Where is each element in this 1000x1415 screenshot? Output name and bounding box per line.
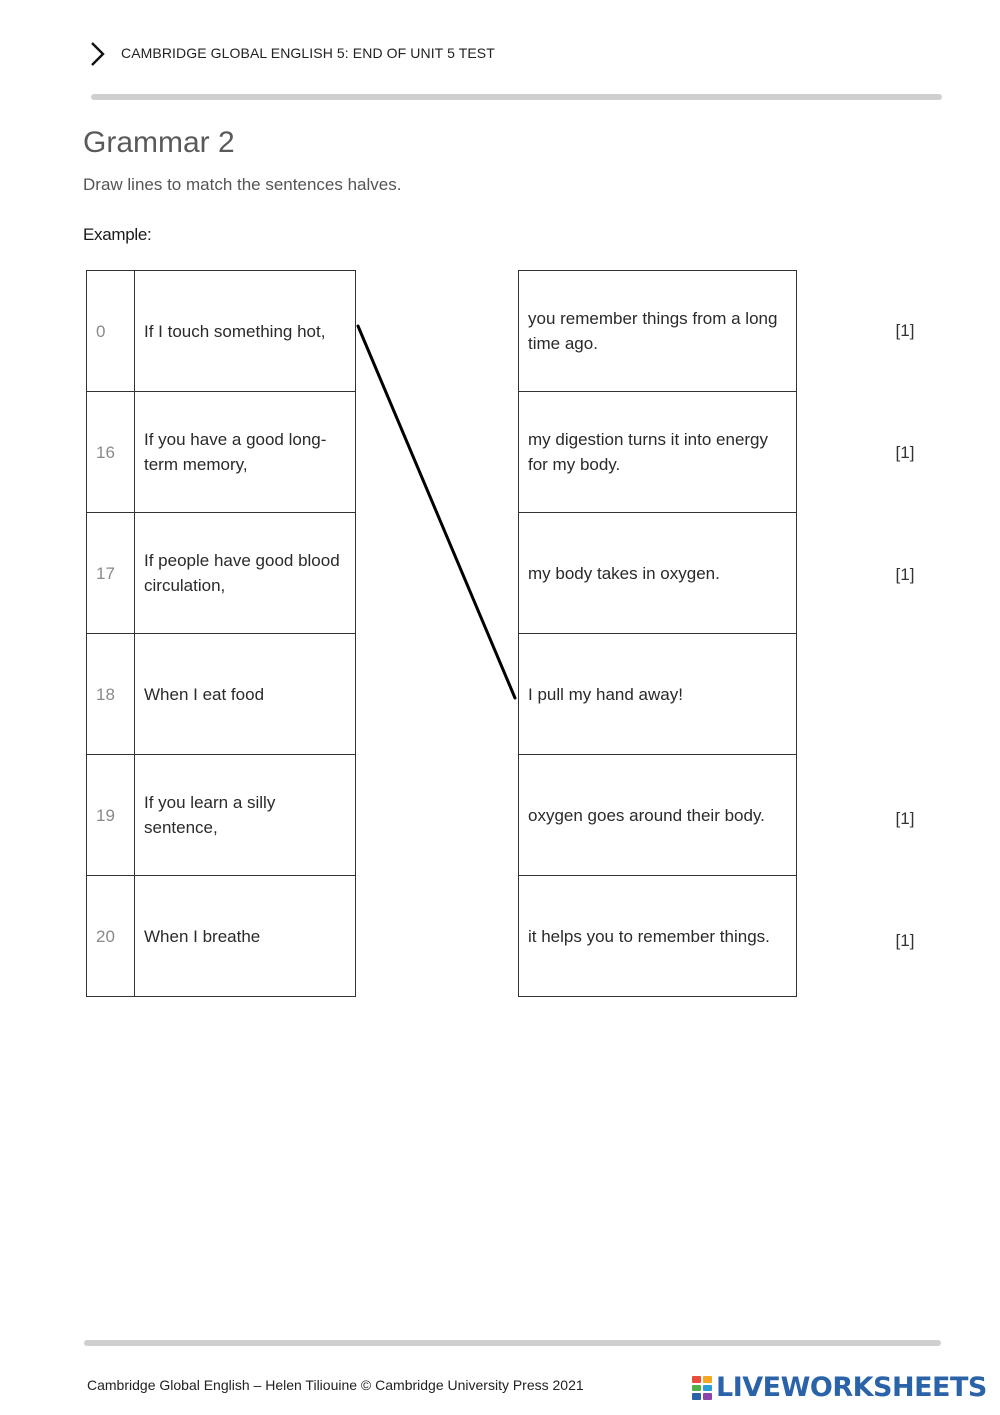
right-row[interactable] bbox=[519, 755, 797, 876]
sentence-first-half[interactable]: If you learn a silly sentence, bbox=[135, 755, 356, 876]
left-row[interactable] bbox=[87, 876, 356, 997]
left-row[interactable] bbox=[87, 271, 356, 392]
left-row[interactable] bbox=[87, 392, 356, 513]
sentence-second-half[interactable]: my digestion turns it into energy for my body. bbox=[519, 392, 797, 513]
item-number: 0 bbox=[87, 271, 135, 392]
sentence-first-half[interactable]: When I breathe bbox=[135, 876, 356, 997]
sentence-second-half[interactable]: you remember things from a long time ago. bbox=[519, 271, 797, 392]
mark-label: [1] bbox=[895, 321, 915, 340]
mark-label: [1] bbox=[895, 443, 915, 462]
sentence-first-half[interactable]: If I touch something hot, bbox=[135, 271, 356, 392]
footer-credit: Cambridge Global English – Helen Tiliouine © Cambridge University Press 2021 bbox=[87, 1377, 584, 1393]
mark-label: [1] bbox=[895, 931, 915, 950]
left-sentence-table bbox=[86, 270, 356, 997]
mark-label bbox=[870, 636, 940, 758]
right-row[interactable] bbox=[519, 634, 797, 755]
right-sentence-table bbox=[518, 270, 797, 997]
sentence-second-half[interactable]: my body takes in oxygen. bbox=[519, 513, 797, 634]
chevron-right-icon bbox=[88, 40, 108, 68]
left-row[interactable] bbox=[87, 634, 356, 755]
header-divider bbox=[91, 94, 942, 100]
section-title: Grammar 2 bbox=[83, 126, 235, 159]
sentence-first-half[interactable]: If people have good blood circulation, bbox=[135, 513, 356, 634]
right-row[interactable] bbox=[519, 271, 797, 392]
item-number: 18 bbox=[87, 634, 135, 755]
sentence-second-half[interactable]: oxygen goes around their body. bbox=[519, 755, 797, 876]
item-number: 19 bbox=[87, 755, 135, 876]
sentence-first-half[interactable]: If you have a good long-term memory, bbox=[135, 392, 356, 513]
marks-column bbox=[870, 270, 940, 1002]
right-row[interactable] bbox=[519, 513, 797, 634]
footer-divider bbox=[84, 1340, 941, 1346]
example-label: Example: bbox=[83, 225, 152, 244]
item-number: 20 bbox=[87, 876, 135, 997]
sentence-second-half[interactable]: it helps you to remember things. bbox=[519, 876, 797, 997]
item-number: 16 bbox=[87, 392, 135, 513]
logo-text: LIVEWORKSHEETS bbox=[716, 1372, 987, 1403]
sentence-second-half[interactable]: I pull my hand away! bbox=[519, 634, 797, 755]
item-number: 17 bbox=[87, 513, 135, 634]
mark-label: [1] bbox=[895, 809, 915, 828]
instruction-text: Draw lines to match the sentences halves. bbox=[83, 175, 402, 194]
header-title: CAMBRIDGE GLOBAL ENGLISH 5: END OF UNIT 5 TEST bbox=[121, 45, 495, 61]
left-row[interactable] bbox=[87, 755, 356, 876]
right-row[interactable] bbox=[519, 876, 797, 997]
right-row[interactable] bbox=[519, 392, 797, 513]
mark-label: [1] bbox=[895, 565, 915, 584]
liveworksheets-logo[interactable] bbox=[692, 1373, 987, 1403]
left-row[interactable] bbox=[87, 513, 356, 634]
logo-grid-icon bbox=[692, 1376, 712, 1400]
sentence-first-half[interactable]: When I eat food bbox=[135, 634, 356, 755]
